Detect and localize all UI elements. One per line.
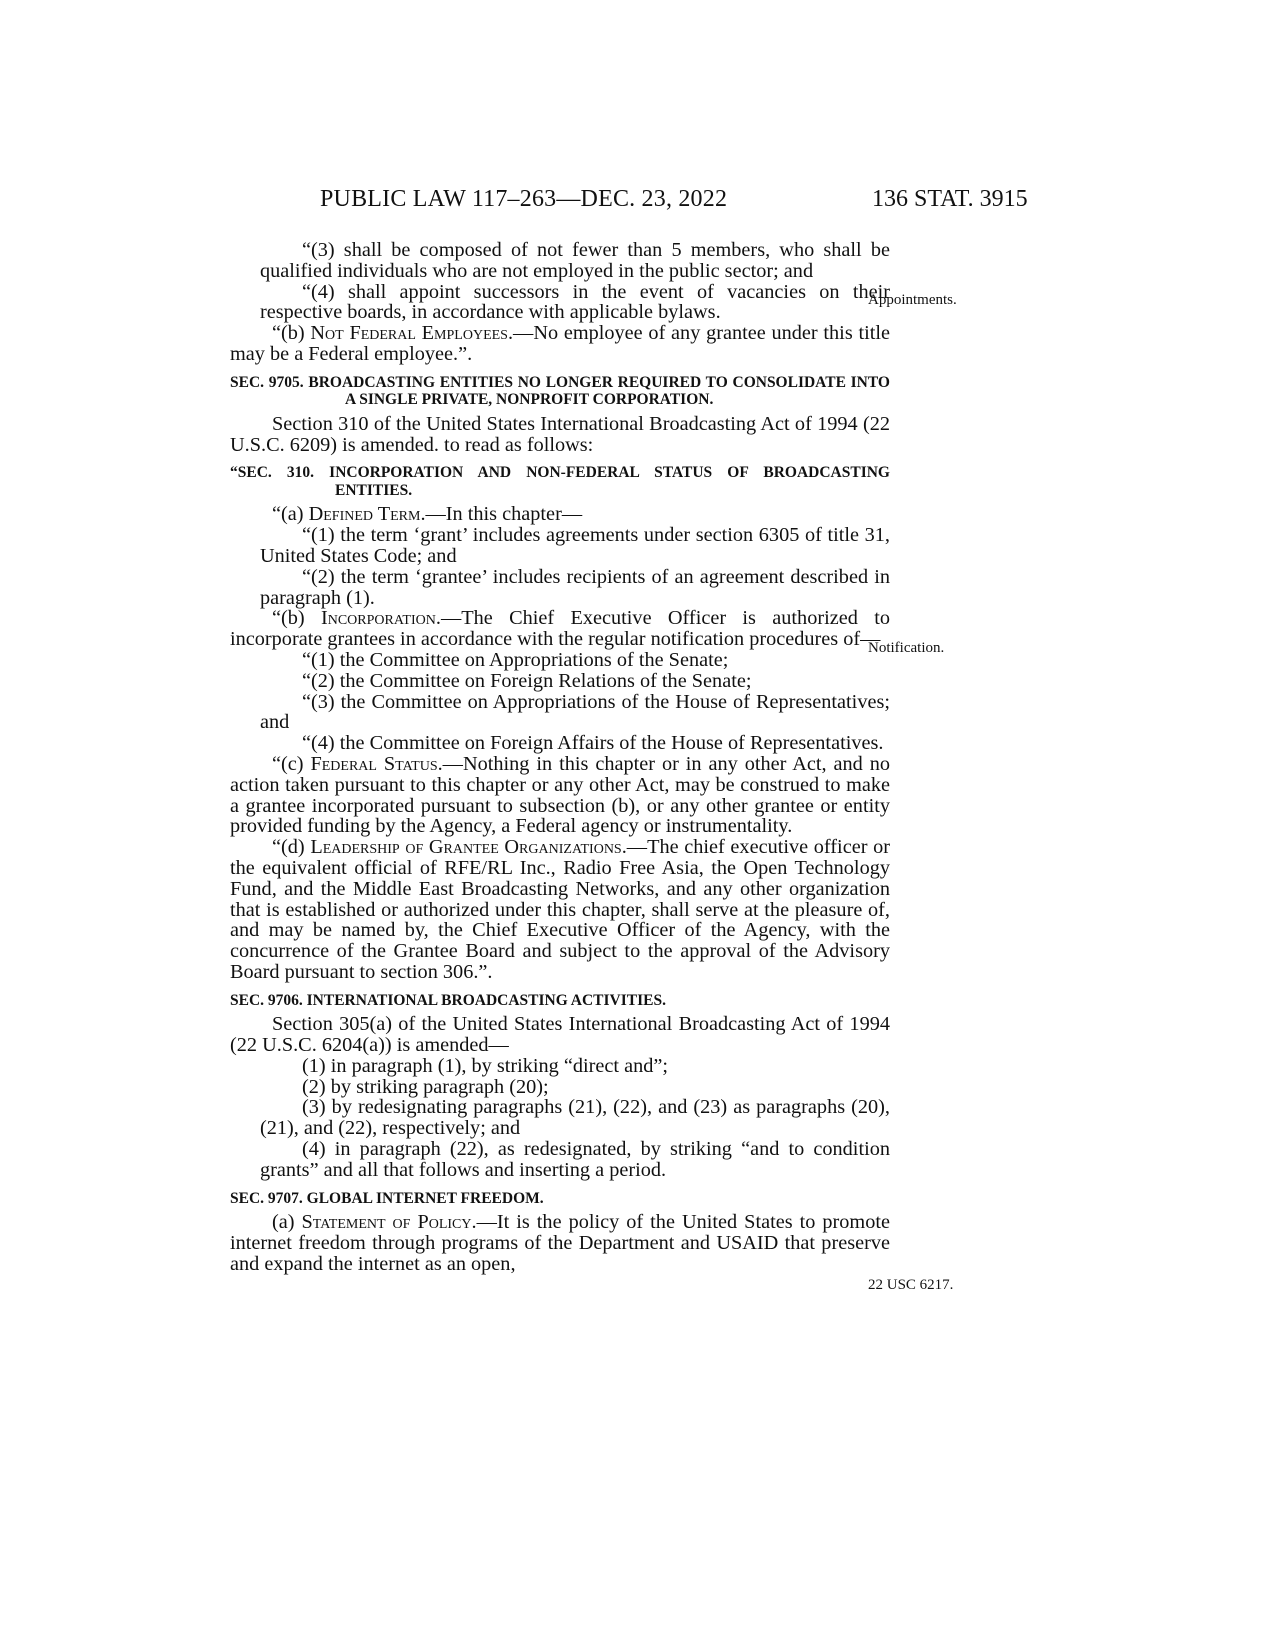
subsection-a-defined-term [230,504,890,525]
subsection-heading: Leadership of Grantee Organizations [310,836,622,859]
margin-note-usc-citation: 22 USC 6217. [868,1277,954,1293]
subsection-text: .—It is the policy of the United States to promote internet freedom through programs of the Department and USAID that preserve and expand the internet as an open, [230,1211,890,1275]
subsection-heading: Not Federal Employees [310,322,508,345]
paragraph-3-composition: “(3) shall be composed of not fewer than 5 members, who shall be qualified individuals who are not employed in the public sector; and [260,239,890,282]
definition-grantee: “(2) the term ‘grantee’ includes recipients of an agreement described in paragraph (1). [260,565,890,609]
document-body [230,240,890,1274]
subsection-label: (a) [272,1211,302,1234]
subsection-text: .—Nothing in this chapter or in any other Act, and no action taken pursuant to this chapter or any other Act, may be construed to make a grantee incorporated pursuant to subsection (b), or any other grantee or entity provided funding by the Agency, a Federal agency or instrumentality. [230,752,890,838]
subsection-heading: Statement of Policy [301,1211,472,1234]
amendment-item-2: (2) by striking paragraph (20); [302,1075,549,1098]
running-header-citation: PUBLIC LAW 117–263—DEC. 23, 2022 [320,186,728,212]
margin-note-notification: Notification. [868,640,945,656]
paragraph-4-successors: “(4) shall appoint successors in the event of vacancies on their respective boards, in accordance with applicable bylaws. [260,280,890,324]
subsection-a-statement-of-policy [230,1212,890,1274]
section-9706-intro: Section 305(a) of the United States International Broadcasting Act of 1994 (22 U.S.C. 6204(a)) is amended— [230,1013,890,1056]
committee-item-3: “(3) the Committee on Appropriations of the House of Representatives; and [260,690,890,734]
subsection-heading: Defined Term [308,503,421,526]
subsection-text: .—No employee of any grantee under this title may be a Federal employee.”. [230,322,890,365]
subsection-heading: Federal Status [310,752,438,775]
subsection-b-not-federal-employees [230,323,890,365]
amendment-item-4: (4) in paragraph (22), as redesignated, by striking “and to condition grants” and all that follows and inserting a period. [260,1137,890,1181]
section-9705-heading: SEC. 9705. BROADCASTING ENTITIES NO LONGER REQUIRED TO CONSOLIDATE INTO A SINGLE PRIVATE, NONPROFIT CORPORATION. [230,373,890,409]
amendment-item-1: (1) in paragraph (1), by striking “direct and”; [302,1054,669,1077]
subsection-b-incorporation [230,608,890,650]
committee-item-2: “(2) the Committee on Foreign Relations of the Senate; [302,669,752,692]
subsection-d-leadership [230,837,890,983]
definition-grant: “(1) the term ‘grant’ includes agreements under section 6305 of title 31, United States Code; and [260,524,890,567]
subsection-label: “(b) [272,607,321,630]
subsection-c-federal-status [230,754,890,837]
subsection-text: .—The chief executive officer or the equivalent official of RFE/RL Inc., Radio Free Asia, the Open Technology Fund, and the Middle East Broadcasting Networks, and any other organization that is established or authorized under this chapter, shall serve at the pleasure of, and may be named by, the Chief Executive Officer of the Agency, with the concurrence of the Grantee Board and subject to the approval of the Advisory Board pursuant to section 306.”. [230,836,890,983]
subsection-text: .—The Chief Executive Officer is authorized to incorporate grantees in accordance with the regular notification procedures of— [230,607,890,651]
margin-note-appointments: Appointments. [868,292,957,308]
page-statute-number: 136 STAT. 3915 [872,186,1028,212]
section-9705-intro: Section 310 of the United States International Broadcasting Act of 1994 (22 U.S.C. 6209) is amended. to read as follows: [230,412,890,456]
section-310-heading: “SEC. 310. INCORPORATION AND NON-FEDERAL STATUS OF BROADCASTING ENTITIES. [230,464,890,499]
subsection-label: “(a) [272,503,309,526]
subsection-heading: Incorporation [320,607,436,630]
subsection-label: “(d) [272,836,311,859]
amendment-item-3: (3) by redesignating paragraphs (21), (22), and (23) as paragraphs (20), (21), and (22), respectively; and [260,1096,890,1140]
subsection-label: “(b) [272,322,311,345]
section-9707-heading: SEC. 9707. GLOBAL INTERNET FREEDOM. [230,1189,544,1207]
subsection-label: “(c) [272,752,311,775]
committee-item-1: “(1) the Committee on Appropriations of the Senate; [302,648,729,671]
section-9706-heading: SEC. 9706. INTERNATIONAL BROADCASTING ACTIVITIES. [230,991,666,1009]
committee-item-4: “(4) the Committee on Foreign Affairs of the House of Representatives. [302,732,884,755]
subsection-text: .—In this chapter— [420,503,583,526]
